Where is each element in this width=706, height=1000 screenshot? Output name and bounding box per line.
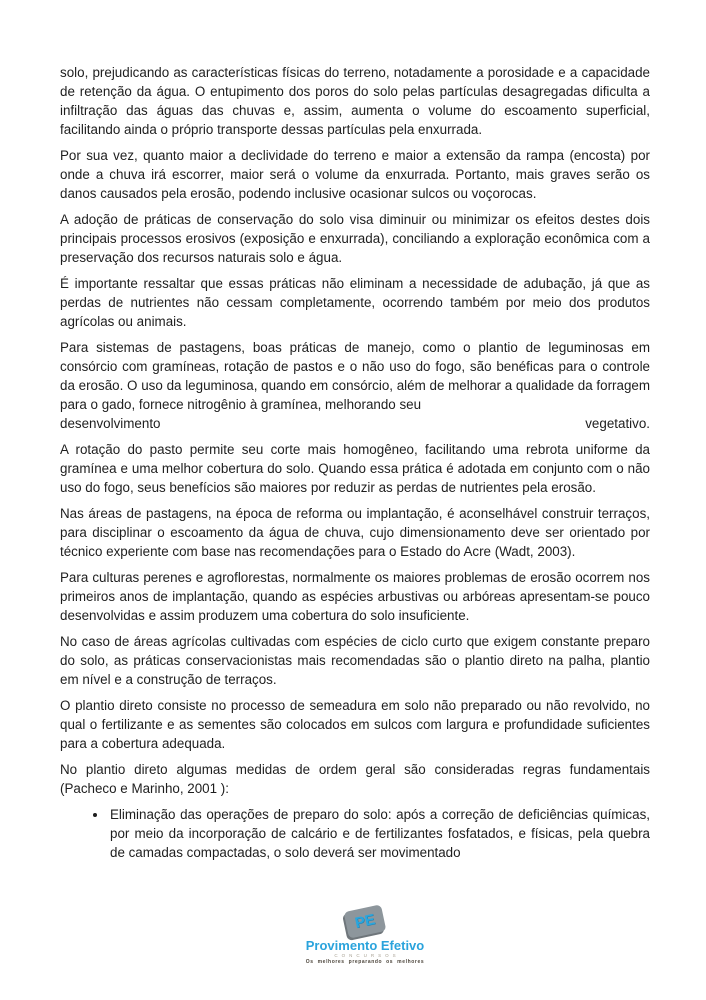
document-body: [60, 63, 650, 862]
logo-icon-letters: PE: [353, 911, 377, 932]
provimento-efetivo-logo-icon: [344, 904, 387, 938]
paragraph: Nas áreas de pastagens, na época de reforma ou implantação, é aconselhável construir terraços, para disciplinar o escoamento da água de chuva, cujo dimensionamento deve ser orientado por técnico experiente com base nas recomendações para o Estado do Acre (Wadt, 2003).: [60, 506, 650, 559]
justified-last-line: [60, 414, 650, 433]
paragraph: A rotação do pasto permite seu corte mais homogêneo, facilitando uma rebrota uniforme da gramínea e uma melhor cobertura do solo. Quando essa prática é adotada em conjunto com o não uso do fogo, seus benefícios são maiores por reduzir as perdas de nutrientes pela erosão.: [60, 442, 650, 495]
paragraph: Por sua vez, quanto maior a declividade do terreno e maior a extensão da rampa (encosta) por onde a chuva irá escorrer, maior será o volume da enxurrada. Portanto, mais graves serão os danos causados pela erosão, podendo inclusive ocasionar sulcos ou voçorocas.: [60, 148, 650, 201]
last-line-left-word: desenvolvimento: [60, 416, 161, 431]
footer-logo: [12, 908, 706, 966]
paragraph: No plantio direto algumas medidas de ordem geral são consideradas regras fundamentais (Pacheco e Marinho, 2001 ):: [60, 762, 650, 796]
paragraph: Para culturas perenes e agroflorestas, normalmente os maiores problemas de erosão ocorrem nos primeiros anos de implantação, quando as espécies arbustivas ou arbóreas apresentam-se pouco desenvolvidas e assim produzem uma cobertura do solo insuficiente.: [60, 570, 650, 623]
paragraph: É importante ressaltar que essas práticas não eliminam a necessidade de adubação, já que as perdas de nutrientes não cessam completamente, ocorrendo também por meio dos produtos agrícolas ou animais.: [60, 276, 650, 329]
bullet-item: • Eliminação das operações de preparo do solo: após a correção de deficiências químicas, por meio da incorporação de calcário e de fertilizantes fosfatados, e físicas, pela quebra de camadas compactadas, o solo deverá ser movimentado: [108, 805, 650, 862]
paragraph: O plantio direto consiste no processo de semeadura em solo não preparado ou não revolvido, no qual o fertilizante e as sementes são colocados em sulcos com largura e profundidade suficientes para a cobertura adequada.: [60, 698, 650, 751]
paragraph: A adoção de práticas de conservação do solo visa diminuir ou minimizar os efeitos destes dois principais processos erosivos (exposição e enxurrada), conciliando a exploração econômica com a preservação dos recursos naturais solo e água.: [60, 212, 650, 265]
last-line-right-word: vegetativo.: [585, 416, 650, 431]
logo-subtitle-text: CONCURSOS: [334, 953, 400, 958]
bullet-list: [60, 805, 650, 862]
paragraph: Para sistemas de pastagens, boas práticas de manejo, como o plantio de leguminosas em consórcio com gramíneas, rotação de pastos e o não uso do fogo, são benéficas para o controle da erosão. O uso da leguminosa, quando em consórcio, além de melhorar a qualidade da forragem para o gado, fornece nitrogênio à gramínea, melhorando seu: [60, 340, 650, 412]
logo-tagline-text: Os melhores preparando os melhores: [305, 959, 425, 965]
logo-brand-text: Provimento Efetivo: [305, 938, 425, 953]
paragraph: solo, prejudicando as características físicas do terreno, notadamente a porosidade e a capacidade de retenção da água. O entupimento dos poros do solo pelas partículas desagregadas dificulta a infiltração das águas das chuvas e, assim, aumenta o volume do escoamento superficial, facilitando ainda o próprio transporte dessas partículas pela enxurrada.: [60, 65, 650, 137]
paragraph: No caso de áreas agrícolas cultivadas com espécies de ciclo curto que exigem constante preparo do solo, as práticas conservacionistas mais recomendadas são o plantio direto na palha, plantio em nível e a construção de terraços.: [60, 634, 650, 687]
